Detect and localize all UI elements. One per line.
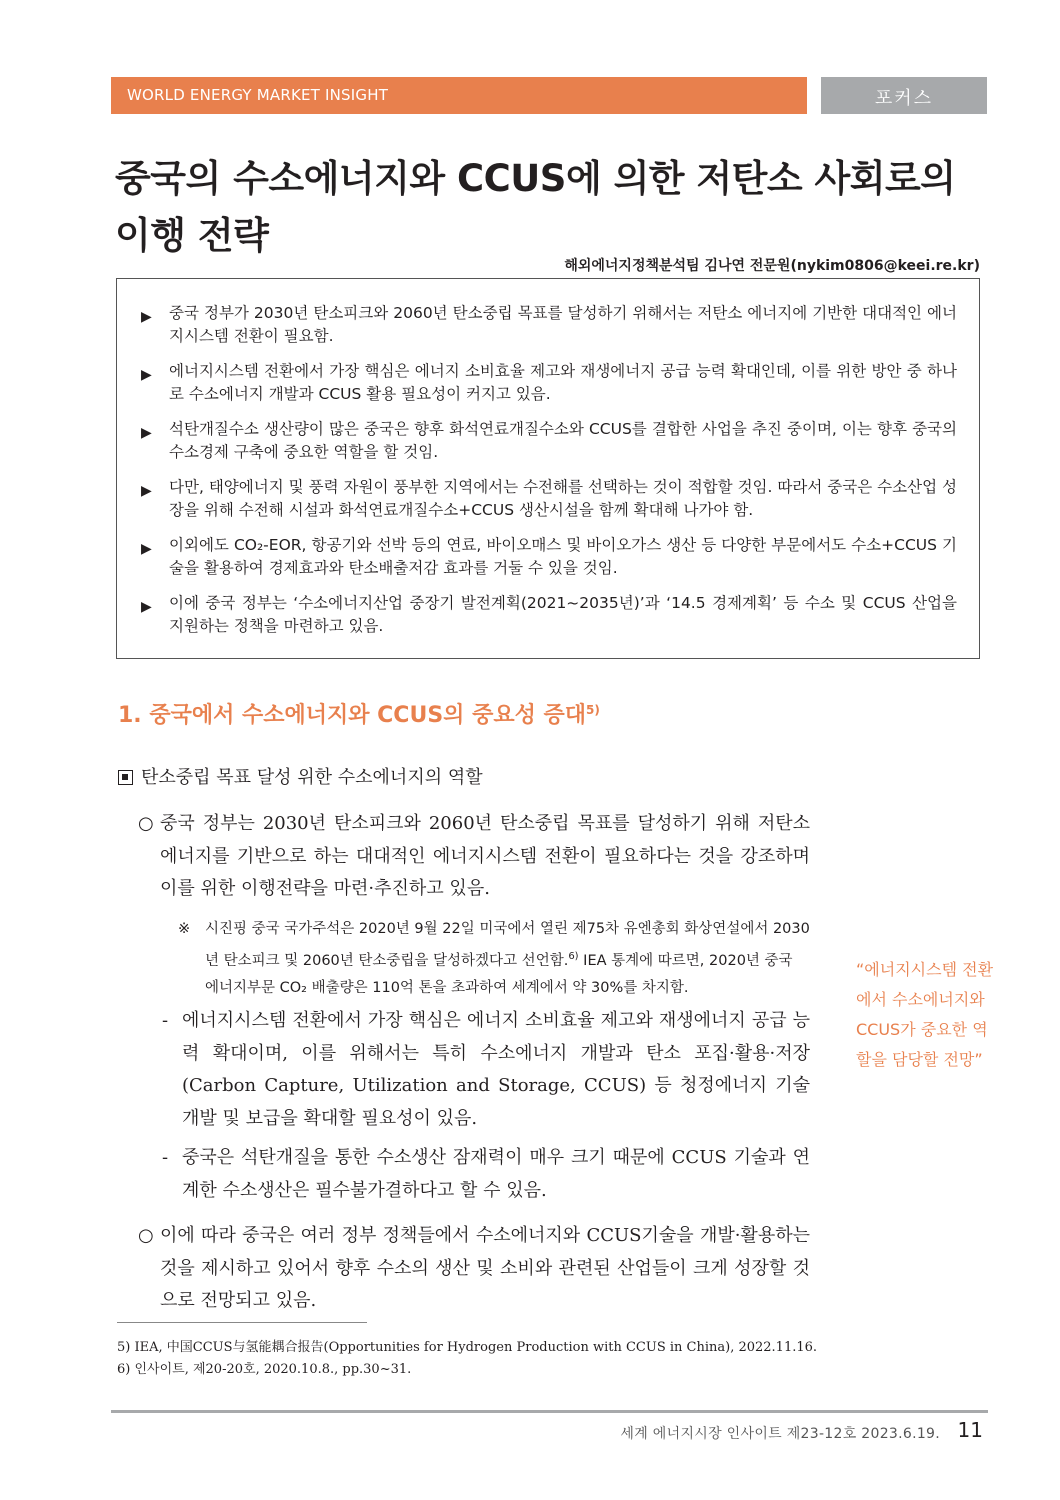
- reference-note: ※ 시진핑 중국 국가주석은 2020년 9월 22일 미국에서 열린 제75차 유엔총회 화상연설에서 2030년 탄소피크 및 2060년 탄소중립을 달성하겠다고 선언함.$^{6)}$ IEA 통계에 따르면, 2020년 중국 에너지부문 CO₂ 배출량은 110억 톤을 초과하여 세계에서 약 30%를 차지함.: [205, 916, 810, 1002]
- footnote-divider: [117, 1322, 367, 1323]
- triangle-bullet-icon: ▶: [141, 425, 152, 441]
- circle-bullet-icon: ○: [138, 813, 154, 834]
- triangle-bullet-icon: ▶: [141, 541, 152, 557]
- dash-bullet-icon: -: [162, 1147, 169, 1168]
- footnote: 5) IEA, 中国CCUS与氢能耦合报告(Opportunities for Hydrogen Production with CCUS in China), 2022.11.16.: [117, 1340, 818, 1355]
- pull-quote: “에너지시스템 전환에서 수소에너지와 CCUS가 중요한 역할을 담당할 전망”: [856, 960, 994, 1069]
- triangle-bullet-icon: ▶: [141, 367, 152, 383]
- body-paragraph: ○ 이에 따라 중국은 여러 정부 정책들에서 수소에너지와 CCUS기술을 개발·활용하는 것을 제시하고 있어서 향후 수소의 생산 및 소비와 관련된 산업들이 크게 성장할 것으로 전망되고 있음.: [160, 1220, 810, 1318]
- header-tag-text: 포커스: [874, 88, 934, 109]
- summary-item: ▶ 이에 중국 정부는 ‘수소에너지산업 중장기 발전계획(2021~2035년)’과 ‘14.5 경제계획’ 등 수소 및 CCUS 산업을 지원하는 정책을 마련하고 있음.: [141, 594, 957, 635]
- article-title: 중국의 수소에너지와 CCUS에 의한 저탄소 사회로의 이행 전략: [115, 157, 956, 257]
- summary-item: ▶ 중국 정부가 2030년 탄소피크와 2060년 탄소중립 목표를 달성하기 위해서는 저탄소 에너지에 기반한 대대적인 에너지시스템 전환이 필요함.: [141, 304, 957, 345]
- header-series-text: WORLD ENERGY MARKET INSIGHT: [127, 86, 389, 104]
- dash-bullet-icon: -: [162, 1010, 169, 1031]
- summary-item: ▶ 다만, 태양에너지 및 풍력 자원이 풍부한 지역에서는 수전해를 선택하는 것이 적합할 것임. 따라서 중국은 수소산업 성장을 위해 수전해 시설과 화석연료개질수소+CCUS 생산시설을 함께 확대해 나가야 함.: [141, 478, 957, 519]
- header-series-bar: [111, 77, 807, 114]
- summary-box: [116, 278, 980, 659]
- footnote-ref: 6): [568, 951, 579, 962]
- circle-bullet-icon: ○: [138, 1225, 154, 1246]
- summary-list: [141, 302, 957, 650]
- header-tag: [821, 77, 987, 114]
- triangle-bullet-icon: ▶: [141, 599, 152, 615]
- asterisk-mark-icon: ※: [178, 921, 191, 937]
- subhead: 탄소중립 목표 달성 위한 수소에너지의 역할: [118, 763, 483, 789]
- summary-item: ▶ 이외에도 CO₂-EOR, 항공기와 선박 등의 연료, 바이오매스 및 바이오가스 생산 등 다양한 부문에서도 수소+CCUS 기술을 활용하여 경제효과와 탄소배출저감 효과를 거둘 수 있을 것임.: [141, 536, 957, 577]
- triangle-bullet-icon: ▶: [141, 483, 152, 499]
- footer-publication: 세계 에너지시장 인사이트 제23-12호 2023.6.19.: [620, 1426, 940, 1442]
- footnote: 6) 인사이트, 제20-20호, 2020.10.8., pp.30~31.: [117, 1362, 412, 1377]
- page-number: 11: [957, 1418, 983, 1442]
- section-title: 1. 중국에서 수소에너지와 CCUS의 중요성 증대$^{5)}$: [118, 703, 600, 728]
- square-bullet-icon: [118, 770, 133, 785]
- summary-item: ▶ 석탄개질수소 생산량이 많은 중국은 향후 화석연료개질수소와 CCUS를 결합한 사업을 추진 중이며, 이는 향후 중국의 수소경제 구축에 중요한 역할을 할 것임.: [141, 420, 957, 461]
- footer-divider: [111, 1410, 988, 1413]
- body-dash-item: - 에너지시스템 전환에서 가장 핵심은 에너지 소비효율 제고와 재생에너지 공급 능력 확대이며, 이를 위해서는 특히 수소에너지 개발과 탄소 포집·활용·저장 (Carbon Capture, Utilization and Storage, CCUS) 등 청정에너지 기술 개발 및 보급을 확대할 필요성이 있음.: [182, 1005, 810, 1135]
- footnote-ref: 5): [586, 703, 600, 717]
- body-paragraph: ○ 중국 정부는 2030년 탄소피크와 2060년 탄소중립 목표를 달성하기 위해 저탄소 에너지를 기반으로 하는 대대적인 에너지시스템 전환이 필요하다는 것을 강조하며 이를 위한 이행전략을 마련·추진하고 있음.: [160, 808, 810, 906]
- summary-item: ▶ 에너지시스템 전환에서 가장 핵심은 에너지 소비효율 제고와 재생에너지 공급 능력 확대인데, 이를 위한 방안 중 하나로 수소에너지 개발과 CCUS 활용 필요성이 커지고 있음.: [141, 362, 957, 403]
- body-dash-item: - 중국은 석탄개질을 통한 수소생산 잠재력이 매우 크기 때문에 CCUS 기술과 연계한 수소생산은 필수불가결하다고 할 수 있음.: [182, 1142, 810, 1207]
- triangle-bullet-icon: ▶: [141, 309, 152, 325]
- author-line: 해외에너지정책분석팀 김나연 전문원(nykim0806@keei.re.kr): [564, 258, 980, 274]
